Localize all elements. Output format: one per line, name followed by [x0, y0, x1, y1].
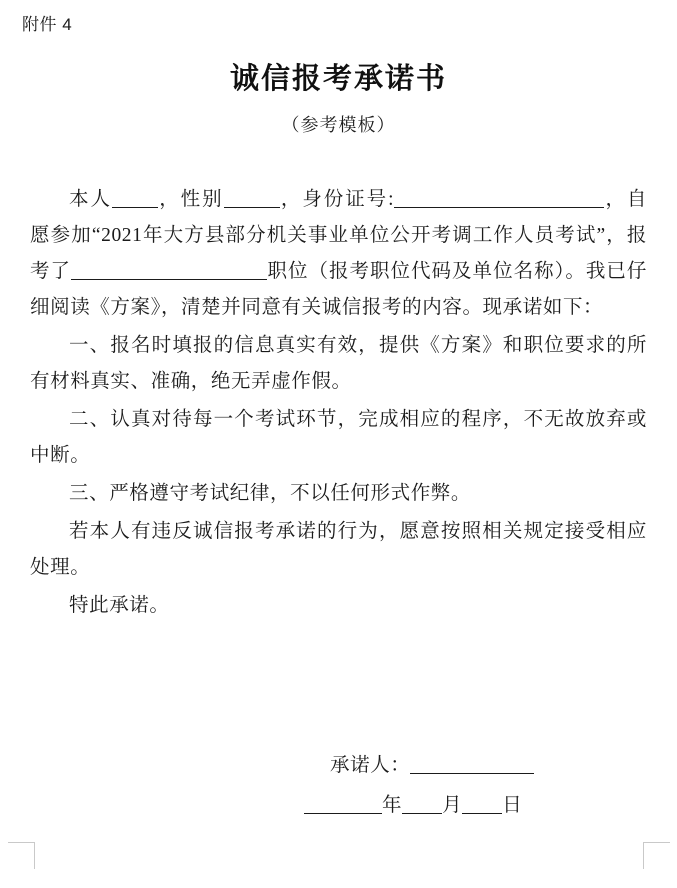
- name-field[interactable]: [112, 190, 158, 208]
- signer-label: 承诺人：: [330, 755, 411, 776]
- label-self: 本人: [69, 189, 112, 210]
- year-label: 年: [382, 795, 403, 816]
- closing-statement: 特此承诺。: [69, 595, 170, 616]
- promise-item-1: 一、报名时填报的信息真实有效，提供《方案》和职位要求的所有材料真实、准确，绝无弄虚作假。: [30, 335, 647, 392]
- id-number-field[interactable]: [394, 190, 604, 208]
- title-block: [0, 62, 677, 137]
- signer-field[interactable]: [410, 756, 534, 774]
- label-exam-intro: ，自愿参加“2021年大方县部分机关事业单位公开考调工作人员考试”，报考了: [30, 189, 648, 282]
- day-field[interactable]: [462, 796, 502, 814]
- page-title: 诚信报考承诺书: [229, 63, 447, 95]
- day-label: 日: [502, 795, 523, 816]
- year-field[interactable]: [304, 796, 382, 814]
- month-field[interactable]: [402, 796, 442, 814]
- closing-paragraph: 若本人有违反诚信报考承诺的行为，愿意按照相关规定接受相应处理。: [30, 521, 647, 578]
- promise-item-2: 二、认真对待每一个考试环节，完成相应的程序，不无故放弃或中断。: [30, 409, 647, 466]
- date-line: [304, 788, 630, 824]
- label-declaration-tail: 职位（报考职位代码及单位名称）。我已仔细阅读《方案》，清楚并同意有关诚信报考的内容。现承诺如下：: [30, 261, 647, 318]
- crop-mark-bottom-right-icon: [643, 842, 670, 869]
- gender-field[interactable]: [224, 190, 280, 208]
- page-subtitle: （参考模板）: [281, 114, 396, 135]
- position-field[interactable]: [71, 262, 267, 280]
- document-body: [30, 182, 647, 624]
- crop-mark-bottom-left-icon: [8, 842, 35, 869]
- promise-item-3: 三、严格遵守考试纪律，不以任何形式作弊。: [69, 483, 472, 504]
- month-label: 月: [442, 795, 463, 816]
- label-gender: ，性别: [157, 189, 224, 210]
- signature-block: [330, 748, 630, 824]
- label-id-number: ，身份证号:: [279, 189, 395, 210]
- paragraph-declaration: [30, 182, 647, 326]
- signer-line: [330, 748, 630, 784]
- attachment-label: 附件 4: [22, 15, 73, 34]
